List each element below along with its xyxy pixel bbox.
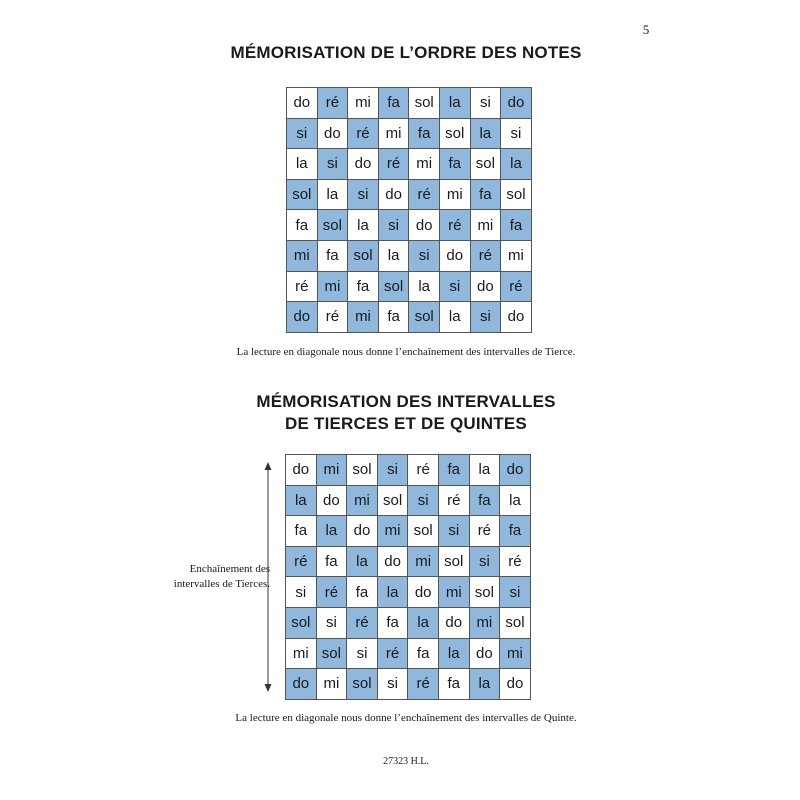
grid-cell: do — [439, 608, 470, 639]
grid-cell: fa — [287, 210, 318, 241]
grid-cell: si — [286, 577, 317, 608]
grid-cell: sol — [347, 455, 378, 486]
grid-cell: mi — [408, 547, 439, 578]
grid-cell: la — [500, 486, 531, 517]
grid-cell: la — [348, 210, 379, 241]
grid-cell: si — [378, 455, 409, 486]
grid-cell: do — [471, 272, 502, 303]
grid-cell: la — [378, 577, 409, 608]
grid-cell: ré — [440, 210, 471, 241]
grid-cell: la — [409, 272, 440, 303]
grid-cell: fa — [500, 516, 531, 547]
side-label-line2: intervalles de Tierces. — [173, 578, 270, 590]
grid-cell: la — [471, 119, 502, 150]
grid-cell: la — [440, 88, 471, 119]
grid-cell: sol — [440, 119, 471, 150]
grid-cell: si — [409, 241, 440, 272]
grid-cell: ré — [348, 119, 379, 150]
grid-cell: la — [470, 455, 501, 486]
grid-cell: fa — [318, 241, 349, 272]
grid-cell: la — [347, 547, 378, 578]
grid-cell: do — [500, 455, 531, 486]
grid-cell: la — [470, 669, 501, 700]
grid-cell: la — [408, 608, 439, 639]
grid-cell: si — [471, 88, 502, 119]
grid-cell: do — [500, 669, 531, 700]
grid-cell: fa — [378, 608, 409, 639]
grid-cell: ré — [408, 669, 439, 700]
grid-cell: mi — [318, 272, 349, 303]
grid-cell: fa — [347, 577, 378, 608]
grid-cell: sol — [408, 516, 439, 547]
grid-cell: do — [501, 88, 532, 119]
grid-cell: ré — [470, 516, 501, 547]
grid-cell: mi — [470, 608, 501, 639]
grid-cell: fa — [470, 486, 501, 517]
grid-cell: sol — [317, 639, 348, 670]
grid-cell: fa — [286, 516, 317, 547]
grid-cell: do — [317, 486, 348, 517]
grid-cell: si — [317, 608, 348, 639]
grid-cell: fa — [439, 455, 470, 486]
grid-cell: sol — [379, 272, 410, 303]
grid-cell: ré — [347, 608, 378, 639]
grid-cell: mi — [317, 455, 348, 486]
grid-cell: fa — [471, 180, 502, 211]
grid-cell: sol — [470, 577, 501, 608]
grid-cell: sol — [318, 210, 349, 241]
grid-cell: fa — [440, 149, 471, 180]
grid-cell: si — [379, 210, 410, 241]
grid-cell: do — [286, 455, 317, 486]
grid-cell: mi — [409, 149, 440, 180]
grid-cell: fa — [439, 669, 470, 700]
grid-cell: do — [501, 302, 532, 333]
grid-cell: ré — [408, 455, 439, 486]
grid-cell: si — [501, 119, 532, 150]
grid-cell: mi — [286, 639, 317, 670]
grid-cell: si — [348, 180, 379, 211]
grid-cell: do — [287, 88, 318, 119]
grid-cell: sol — [286, 608, 317, 639]
grid-cell: ré — [501, 272, 532, 303]
grid-cell: la — [317, 516, 348, 547]
grid-cell: fa — [379, 88, 410, 119]
grid-cell: la — [439, 639, 470, 670]
grid-cell: la — [501, 149, 532, 180]
grid-cell: mi — [501, 241, 532, 272]
grid-cell: si — [347, 639, 378, 670]
grid-cell: si — [439, 516, 470, 547]
grid-cell: si — [471, 302, 502, 333]
grid-cell: ré — [286, 547, 317, 578]
grid-cell: do — [286, 669, 317, 700]
grid-cell: sol — [378, 486, 409, 517]
grid-cell: sol — [287, 180, 318, 211]
section2-caption: La lecture en diagonale nous donne l’enchaînement des intervalles de Quinte. — [235, 712, 577, 724]
grid-cell: ré — [318, 88, 349, 119]
grid-cell: mi — [378, 516, 409, 547]
grid-cell: sol — [500, 608, 531, 639]
grid-cell: si — [440, 272, 471, 303]
grid-cell: ré — [500, 547, 531, 578]
grid-cell: si — [287, 119, 318, 150]
grid-cell: do — [379, 180, 410, 211]
grid-cell: si — [318, 149, 349, 180]
grid-cell: ré — [287, 272, 318, 303]
grid-cell: ré — [317, 577, 348, 608]
section2-title — [0, 391, 800, 435]
grid-cell: fa — [501, 210, 532, 241]
grid-cell: sol — [501, 180, 532, 211]
page-number: 5 — [642, 22, 650, 37]
grid-cell: si — [470, 547, 501, 578]
grid-cell: la — [440, 302, 471, 333]
grid-cell: mi — [439, 577, 470, 608]
double-arrow-icon — [262, 462, 274, 692]
grid-cell: fa — [409, 119, 440, 150]
grid-cell: ré — [379, 149, 410, 180]
grid-cell: do — [287, 302, 318, 333]
section1-title — [0, 42, 800, 64]
grid-cell: do — [348, 149, 379, 180]
grid-cell: do — [440, 241, 471, 272]
grid-cell: fa — [379, 302, 410, 333]
grid-cell: ré — [378, 639, 409, 670]
grid-cell: ré — [471, 241, 502, 272]
grid-cell: ré — [318, 302, 349, 333]
grid-cell: do — [378, 547, 409, 578]
grid-cell: si — [500, 577, 531, 608]
side-label-line1: Enchaînement des — [189, 563, 270, 575]
section1-title-text: MÉMORISATION DE L’ORDRE DES NOTES — [230, 43, 582, 62]
grid-cell: sol — [348, 241, 379, 272]
grid-cell: mi — [348, 88, 379, 119]
grid-cell: fa — [348, 272, 379, 303]
grid-cell: la — [286, 486, 317, 517]
grid-cell: ré — [439, 486, 470, 517]
grid-cell: la — [287, 149, 318, 180]
section2-title-line1: MÉMORISATION DES INTERVALLES — [256, 392, 556, 411]
grid-cell: do — [409, 210, 440, 241]
grid-cell: mi — [347, 486, 378, 517]
thirds-fifths-grid — [285, 454, 531, 700]
grid-cell: mi — [440, 180, 471, 211]
grid-cell: do — [470, 639, 501, 670]
grid-cell: fa — [408, 639, 439, 670]
grid-cell: si — [378, 669, 409, 700]
note-order-grid — [286, 87, 532, 333]
section2-title-line2: DE TIERCES ET DE QUINTES — [285, 414, 527, 433]
thirds-side-label — [158, 562, 270, 592]
grid-cell: do — [347, 516, 378, 547]
grid-cell: mi — [348, 302, 379, 333]
grid-cell: la — [318, 180, 349, 211]
grid-cell: mi — [379, 119, 410, 150]
grid-cell: sol — [409, 302, 440, 333]
grid-cell: do — [318, 119, 349, 150]
grid-cell: sol — [347, 669, 378, 700]
grid-cell: fa — [317, 547, 348, 578]
section1-caption: La lecture en diagonale nous donne l’enchaînement des intervalles de Tierce. — [236, 346, 576, 358]
grid-cell: la — [379, 241, 410, 272]
grid-cell: do — [408, 577, 439, 608]
grid-cell: mi — [471, 210, 502, 241]
grid-cell: ré — [409, 180, 440, 211]
grid-cell: sol — [409, 88, 440, 119]
grid-cell: mi — [317, 669, 348, 700]
grid-cell: si — [408, 486, 439, 517]
grid-cell: mi — [287, 241, 318, 272]
grid-cell: mi — [500, 639, 531, 670]
footer-catalog-number: 27323 H.L. — [383, 756, 429, 767]
grid-cell: sol — [471, 149, 502, 180]
grid-cell: sol — [439, 547, 470, 578]
